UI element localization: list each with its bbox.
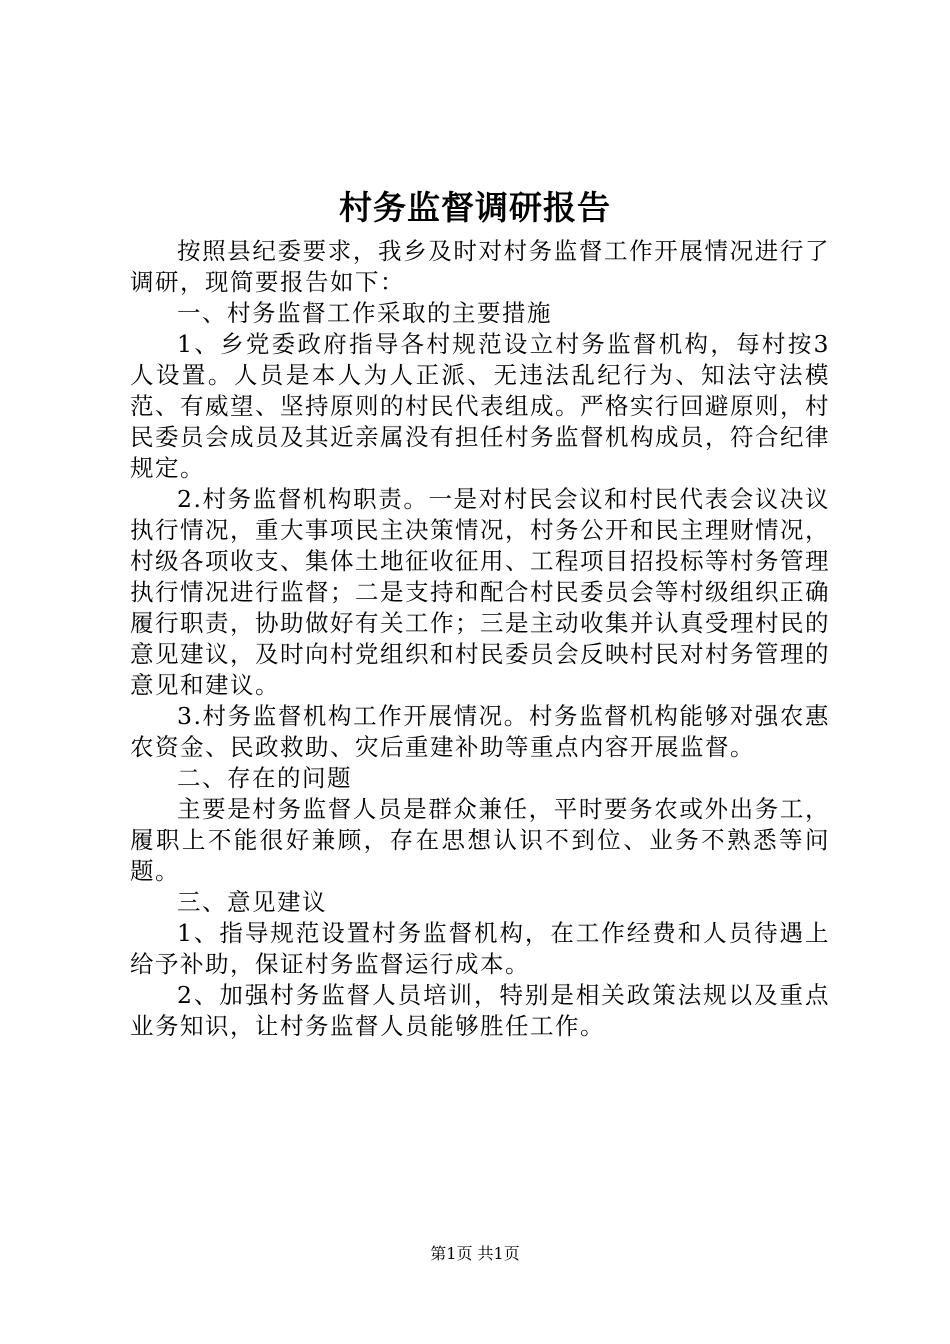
section-heading-1: 一、村务监督工作采取的主要措施 bbox=[177, 299, 552, 327]
section-heading-2: 二、存在的问题 bbox=[177, 764, 352, 792]
paragraph-measure-3: 3.村务监督机构工作开展情况。村务监督机构能够对强农惠农资金、民政救助、灾后重建补助等重点内容开展监督。 bbox=[130, 702, 830, 761]
document-body bbox=[130, 236, 830, 1042]
paragraph-measure-2: 2.村务监督机构职责。一是对村民会议和村民代表会议决议执行情况，重大事项民主决策情况，村务公开和民主理财情况，村级各项收支、集体土地征收征用、工程项目招投标等村务管理执行情况进行监督；二是支持和配合村民委员会等村级组织正确履行职责，协助做好有关工作；三是主动收集并认真受理村民的意见建议，及时向村党组织和村民委员会反映村民对村务管理的意见和建议。 bbox=[130, 485, 830, 699]
section-heading-3: 三、意见建议 bbox=[177, 888, 327, 916]
document-title: 村务监督调研报告 bbox=[339, 188, 611, 227]
paragraph-measure-1: 1、乡党委政府指导各村规范设立村务监督机构，每村按3人设置。人员是本人为人正派、无违法乱纪行为、知法守法模范、有威望、坚持原则的村民代表组成。严格实行回避原则，村民委员会成员及其近亲属没有担任村务监督机构成员，符合纪律规定。 bbox=[130, 330, 830, 482]
paragraph-suggestion-2: 2、加强村务监督人员培训，特别是相关政策法规以及重点业务知识，让村务监督人员能够胜任工作。 bbox=[130, 981, 830, 1040]
paragraph-problems: 主要是村务监督人员是群众兼任，平时要务农或外出务工，履职上不能很好兼顾，存在思想认识不到位、业务不熟悉等问题。 bbox=[130, 795, 830, 885]
paragraph-suggestion-1: 1、指导规范设置村务监督机构，在工作经费和人员待遇上给予补助，保证村务监督运行成本。 bbox=[130, 919, 830, 978]
page-footer: 第1页 共1页 bbox=[430, 1244, 520, 1263]
paragraph-intro: 按照县纪委要求，我乡及时对村务监督工作开展情况进行了调研，现简要报告如下： bbox=[130, 237, 830, 296]
